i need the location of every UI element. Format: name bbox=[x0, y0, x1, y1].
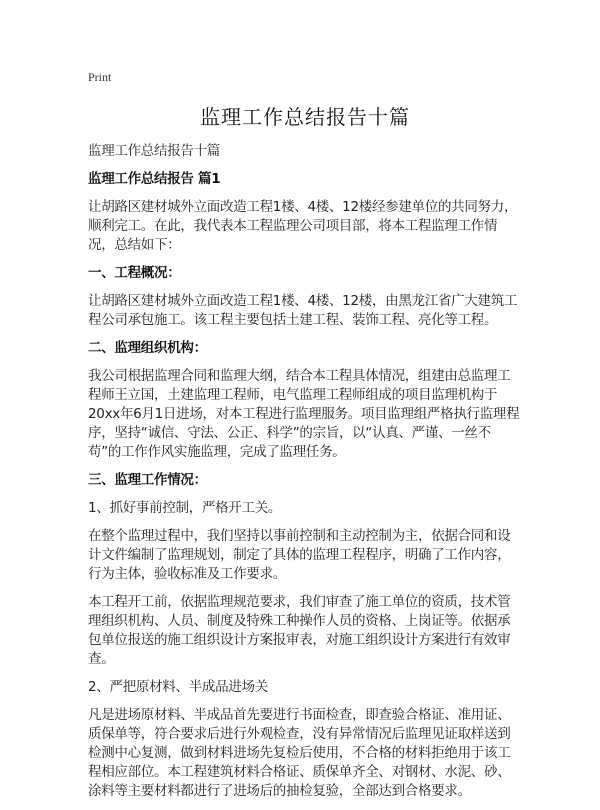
section-title: 监理工作总结报告 篇1 bbox=[88, 171, 221, 187]
paragraph: 1、抓好事前控制，严格开工关。 bbox=[88, 500, 282, 516]
document-body bbox=[88, 198, 522, 801]
document-title: 监理工作总结报告十篇 bbox=[200, 105, 410, 129]
paragraph: 让胡路区建材城外立面改造工程1楼、4楼、12楼经参建单位的共同努力，顺利完工。在此，我代表本工程监理公司项目部，将本工程监理工作情况，总结如下： bbox=[88, 199, 518, 253]
paragraph: 让胡路区建材城外立面改造工程1楼、4楼、12楼，由黑龙江省广大建筑工程公司承包施工。该工程主要包括土建工程、装饰工程、亮化等工程。 bbox=[88, 293, 518, 328]
document-subtitle: 监理工作总结报告十篇 bbox=[88, 143, 220, 159]
paragraph: 本工程开工前，依据监理规范要求，我们审查了施工单位的资质，技术管理组织机构、人员、制度及特殊工种操作人员的资格、上岗证等。依据承包单位报送的施工组织设计方案报审表，对施工组织设计方案进行有效审查。 bbox=[88, 594, 511, 667]
section-heading: 一、工程概况： bbox=[88, 265, 181, 281]
section-heading: 二、监理组织机构： bbox=[88, 340, 207, 356]
paragraph: 2、严把原材料、半成品进场关 bbox=[88, 679, 268, 695]
section-heading: 三、监理工作情况： bbox=[88, 472, 207, 488]
document-page bbox=[88, 70, 522, 810]
paragraph: 凡是进场原材料、半成品首先要进行书面检查，即查验合格证、准用证、质保单等，符合要求后进行外观检查，没有异常情况后监理见证取样送到检测中心复测，做到材料进场先复检后使用，不合格的材料拒绝用于该工程相应部位。本工程建筑材料合格证、质保单齐全、对钢材、水泥、砂、涂料等主要材料都进行了进场后的抽检复验，全部达到合格要求。 bbox=[88, 707, 511, 799]
paragraph: 在整个监理过程中，我们坚持以事前控制和主动控制为主，依据合同和设计文件编制了监理规划，制定了具体的监理工程程序，明确了工作内容，行为主体，验收标准及工作要求。 bbox=[88, 528, 511, 582]
print-link[interactable]: Print bbox=[88, 70, 112, 84]
paragraph: 我公司根据监理合同和监理大纲，结合本工程具体情况，组建由总监理工程师王立国，土建监理工程师，电气监理工程师组成的项目监理机构于20xx年6月1日进场，对本工程进行监理服务。项目监理组严格执行监理程序，坚持“诚信、守法、公正、科学”的宗旨，以“认真、严谨、一丝不苟”的工作作风实施监理，完成了监理任务。 bbox=[88, 368, 520, 460]
